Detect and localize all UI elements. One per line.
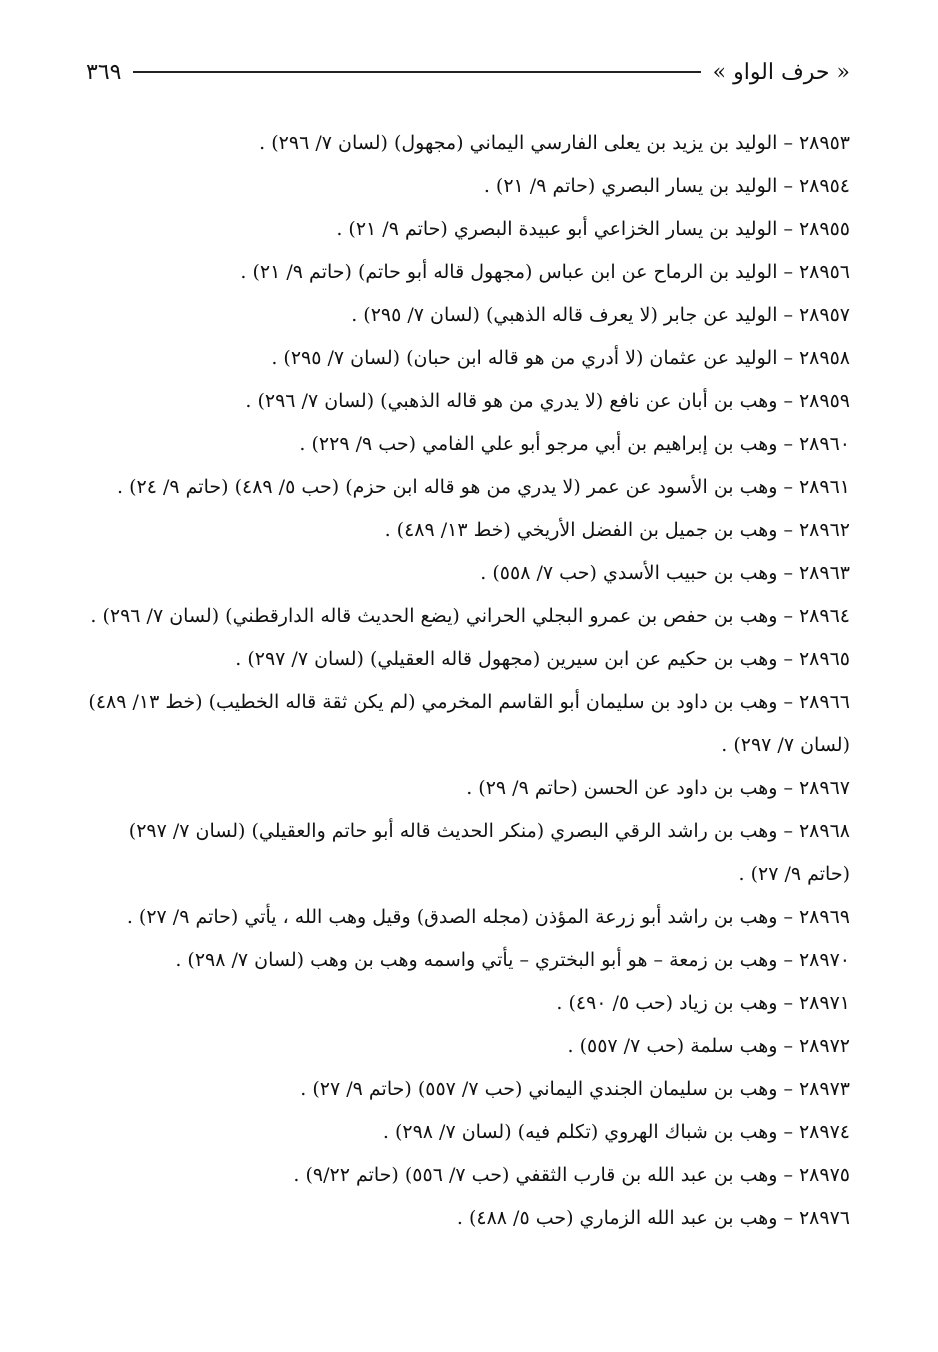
entry-separator: – — [783, 949, 793, 971]
entry — [86, 251, 850, 294]
entry-text: وهب بن داود بن سليمان أبو القاسم المخرمي (لم يكن ثقة قاله الخطيب) (خط ١٣/ ٤٨٩) (لسان ٧/ ٢٩٧) . — [88, 691, 850, 756]
entry-separator: – — [783, 1078, 793, 1100]
entry-text: وهب بن أبان عن نافع (لا يدري من هو قاله الذهبي) (لسان ٧/ ٢٩٦) . — [245, 390, 778, 412]
entry — [86, 1197, 850, 1240]
entry-number: ٢٨٩٦٦ — [798, 691, 850, 713]
entry-text: وهب بن إبراهيم بن أبي مرجو أبو علي الفامي (حب ٩/ ٢٢٩) . — [299, 433, 778, 455]
entry — [86, 939, 850, 982]
entry-text: وهب بن سليمان الجندي اليماني (حب ٧/ ٥٥٧) (حاتم ٩/ ٢٧) . — [300, 1078, 778, 1100]
page-number: ٣٦٩ — [86, 59, 122, 85]
entry — [86, 1025, 850, 1068]
entry-text: وهب بن داود عن الحسن (حاتم ٩/ ٢٩) . — [466, 777, 778, 799]
entry — [86, 509, 850, 552]
entry-number: ٢٨٩٧٤ — [798, 1121, 850, 1143]
entry — [86, 466, 850, 509]
entry — [86, 982, 850, 1025]
entry-number: ٢٨٩٧٠ — [798, 949, 850, 971]
entry — [86, 423, 850, 466]
entry-text: وهب بن زياد (حب ٥/ ٤٩٠) . — [556, 992, 778, 1014]
entry-number: ٢٨٩٧١ — [798, 992, 850, 1014]
entry — [86, 1111, 850, 1154]
entry — [86, 1068, 850, 1111]
entry-text: الوليد بن الرماح عن ابن عباس (مجهول قاله أبو حاتم) (حاتم ٩/ ٢١) . — [240, 261, 778, 283]
entry-number: ٢٨٩٥٨ — [798, 347, 850, 369]
entry-separator: – — [783, 1121, 793, 1143]
entry-separator: – — [783, 648, 793, 670]
entry-number: ٢٨٩٦٧ — [798, 777, 850, 799]
entry — [86, 337, 850, 380]
entry-number: ٢٨٩٦٣ — [798, 562, 850, 584]
entry-list — [86, 122, 850, 1240]
entry-number: ٢٨٩٧٦ — [798, 1207, 850, 1229]
entry-text: وهب بن حبيب الأسدي (حب ٧/ ٥٥٨) . — [480, 562, 778, 584]
entry-text: وهب بن الأسود عن عمر (لا يدري من هو قاله ابن حزم) (حب ٥/ ٤٨٩) (حاتم ٩/ ٢٤) . — [117, 476, 778, 498]
entry-text: الوليد بن يسار البصري (حاتم ٩/ ٢١) . — [483, 175, 778, 197]
entry-number: ٢٨٩٧٢ — [798, 1035, 850, 1057]
entry-separator: – — [783, 347, 793, 369]
entry-text: وهب بن راشد أبو زرعة المؤذن (مجله الصدق) وقيل وهب الله ، يأتي (حاتم ٩/ ٢٧) . — [126, 906, 778, 928]
entry-number: ٢٨٩٦٢ — [798, 519, 850, 541]
entry-text: وهب سلمة (حب ٧/ ٥٥٧) . — [567, 1035, 778, 1057]
entry — [86, 208, 850, 251]
entry-number: ٢٨٩٦٥ — [798, 648, 850, 670]
entry — [86, 165, 850, 208]
header-rule — [133, 71, 700, 73]
entry — [86, 896, 850, 939]
entry-separator: – — [783, 691, 793, 713]
entry-separator: – — [783, 1207, 793, 1229]
entry-separator: – — [783, 777, 793, 799]
entry-text: الوليد بن يزيد بن يعلى الفارسي اليماني (مجهول) (لسان ٧/ ٢٩٦) . — [259, 132, 778, 154]
entry — [86, 681, 850, 767]
entry-text: وهب بن شباك الهروي (تكلم فيه) (لسان ٧/ ٢٩٨) . — [382, 1121, 778, 1143]
entry-separator: – — [783, 261, 793, 283]
entry-text: الوليد عن جابر (لا يعرف قاله الذهبي) (لسان ٧/ ٢٩٥) . — [351, 304, 778, 326]
entry-separator: – — [783, 519, 793, 541]
entry-text: وهب بن عبد الله بن قارب الثقفي (حب ٧/ ٥٥٦) (حاتم ٩/٢٢) . — [293, 1164, 778, 1186]
entry — [86, 767, 850, 810]
entry-text: الوليد عن عثمان (لا أدري من هو قاله ابن حبان) (لسان ٧/ ٢٩٥) . — [271, 347, 778, 369]
entry-number: ٢٨٩٥٩ — [798, 390, 850, 412]
entry-separator: – — [783, 218, 793, 240]
entry-number: ٢٨٩٧٣ — [798, 1078, 850, 1100]
entry-separator: – — [783, 175, 793, 197]
entry-separator: – — [783, 605, 793, 627]
entry-separator: – — [783, 992, 793, 1014]
entry — [86, 552, 850, 595]
entry-separator: – — [783, 1164, 793, 1186]
entry-number: ٢٨٩٥٣ — [798, 132, 850, 154]
header-title: « حرف الواو » — [712, 59, 850, 85]
entry-number: ٢٨٩٦٨ — [798, 820, 850, 842]
entry-text: وهب بن حكيم عن ابن سيرين (مجهول قاله العقيلي) (لسان ٧/ ٢٩٧) . — [235, 648, 778, 670]
entry — [86, 294, 850, 337]
entry-text: وهب بن عبد الله الزماري (حب ٥/ ٤٨٨) . — [456, 1207, 778, 1229]
entry-number: ٢٨٩٦٩ — [798, 906, 850, 928]
entry-separator: – — [783, 476, 793, 498]
entry-separator: – — [783, 433, 793, 455]
entry — [86, 595, 850, 638]
entry-text: وهب بن جميل بن الفضل الأريخي (خط ١٣/ ٤٨٩) . — [384, 519, 778, 541]
entry-number: ٢٨٩٦١ — [798, 476, 850, 498]
entry-separator: – — [783, 304, 793, 326]
entry-text: الوليد بن يسار الخزاعي أبو عبيدة البصري (حاتم ٩/ ٢١) . — [336, 218, 778, 240]
entry — [86, 810, 850, 896]
entry-separator: – — [783, 390, 793, 412]
entry-text: وهب بن حفص بن عمرو البجلي الحراني (يضع الحديث قاله الدارقطني) (لسان ٧/ ٢٩٦) . — [90, 605, 778, 627]
entry-number: ٢٨٩٧٥ — [798, 1164, 850, 1186]
entry — [86, 1154, 850, 1197]
entry-separator: – — [783, 562, 793, 584]
entry-separator: – — [783, 906, 793, 928]
entry-number: ٢٨٩٦٠ — [798, 433, 850, 455]
entry-separator: – — [783, 1035, 793, 1057]
entry-separator: – — [783, 820, 793, 842]
entry — [86, 122, 850, 165]
entry — [86, 638, 850, 681]
entry-number: ٢٨٩٥٥ — [798, 218, 850, 240]
entry-number: ٢٨٩٥٤ — [798, 175, 850, 197]
entry-number: ٢٨٩٦٤ — [798, 605, 850, 627]
entry-separator: – — [783, 132, 793, 154]
entry-number: ٢٨٩٥٦ — [798, 261, 850, 283]
entry — [86, 380, 850, 423]
entry-number: ٢٨٩٥٧ — [798, 304, 850, 326]
running-header — [86, 52, 850, 92]
entry-text: وهب بن راشد الرقي البصري (منكر الحديث قاله أبو حاتم والعقيلي) (لسان ٧/ ٢٩٧) (حاتم ٩/ ٢٧) . — [128, 820, 850, 885]
entry-text: وهب بن زمعة – هو أبو البختري – يأتي واسمه وهب بن وهب (لسان ٧/ ٢٩٨) . — [175, 949, 778, 971]
